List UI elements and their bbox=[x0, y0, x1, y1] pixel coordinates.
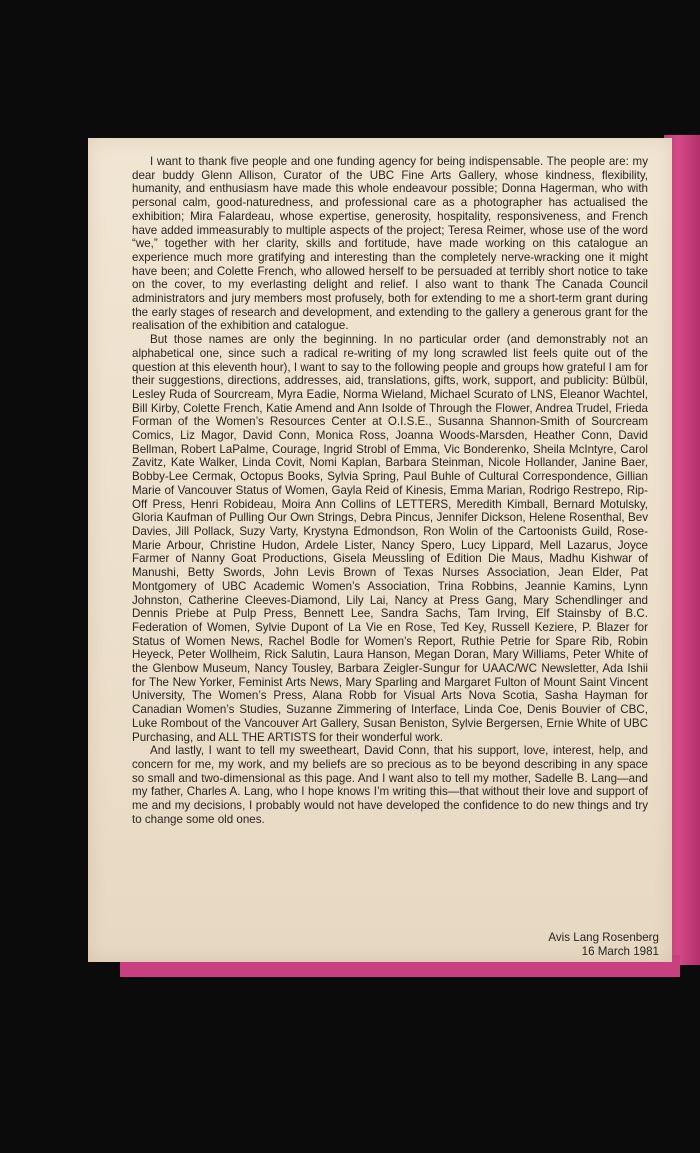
signature-block bbox=[548, 931, 659, 959]
acknowledgements-text bbox=[132, 155, 648, 826]
paragraph-family: And lastly, I want to tell my sweetheart, David Conn, that his support, love, interest, help, and concern for me, my work, and my beliefs are so precious as to be beyond describing in any space so small and two-dimensional as this page. And I want also to tell my mother, Sadelle B. Lang—and my father, Charles A. Lang, who I hope knows I’m writing this—that without their love and support of me and my decisions, I probably would not have developed the confidence to do new things and try to change some old ones. bbox=[132, 744, 648, 826]
book-page bbox=[88, 138, 672, 962]
paragraph-thanks: I want to thank five people and one funding agency for being indispensable. The people are: my dear buddy Glenn Allison, Curator of the UBC Fine Arts Gallery, whose kindness, flexibility, humanity, and enthusiasm have made this whole endeavour possible; Donna Hagerman, who with personal calm, good-naturedness, and professional care as a photographer has actualised the exhibition; Mira Falardeau, whose expertise, generosity, hospitality, responsiveness, and French have added immeasurably to multiple aspects of the project; Teresa Reimer, whose use of the word “we,” together with her clarity, skills and fortitude, have made working on this catalogue an experience much more gratifying and interesting than the completely nerve-wracking one it might have been; and Colette French, who allowed herself to be persuaded at terribly short notice to take on the cover, to my everlasting delight and relief. I also want to thank The Canada Council administrators and jury members most profusely, both for extending to me a short-term grant during the early stages of research and development, and extending to the gallery a generous grant for the realisation of the exhibition and catalogue. bbox=[132, 155, 648, 333]
paragraph-people-list: But those names are only the beginning. In no particular order (and demonstrably not an alphabetical one, since such a radical re-writing of my long scrawled list feels quite out of the question at this eleventh hour), I want to say to the following people and groups how grateful I am for their suggestions, directions, addresses, aid, translations, gifts, work, support, and publicity: Bülbül, Lesley Ruda of Sourcream, Myra Eadie, Norma Wieland, Michael Scurato of LNS, Eleanor Wachtel, Bill Kirby, Colette French, Katie Amend and Ann Isolde of Through the Flower, Andrea Trudel, Frieda Forman of the Women’s Resources Center at O.I.S.E., Susanna Shannon-Smith of Sourcream Comics, Liz Magor, David Conn, Monica Ross, Joanna Woods-Marsden, Heather Conn, David Bellman, Robert LaPalme, Courage, Ingrid Strobl of Emma, Vic Bonderenko, Sheila McIntyre, Carol Zavitz, Kate Walker, Linda Covit, Nomi Kaplan, Barbara Steinman, Nicole Hollander, Janine Baer, Bobby-Lee Cermak, Octopus Books, Sylvia Spring, Paul Buhle of Cultural Correspondence, Gillian Marie of Vancouver Status of Women, Gayla Reid of Kinesis, Emma Marian, Rodrigo Restrepo, Rip-Off Press, Henri Robideau, Moira Ann Collins of LETTERS, Meredith Kimball, Bernard Motulsky, Gloria Kaufman of Pulling Our Own Strings, Debra Pincus, Jennifer Dickson, Helene Rosenthal, Bev Davies, Jill Pollack, Suzy Varty, Krystyna Edmondson, Ron Wolin of the Cartoonists Guild, Rose-Marie Arbour, Christine Hudon, Ardele Lister, Nancy Spero, Lucy Lippard, Mell Lazarus, Joyce Farmer of Nanny Goat Productions, Gisela Meussling of Edition Die Maus, Madhu Kishwar of Manushi, Betty Swords, John Levis Brown of Texas Nurses Association, Jean Elder, Pat Montgomery of UBC Academic Women’s Association, Trina Robbins, Jeannie Kamins, Lynn Johnston, Catherine Cleeves-Diamond, Lily Lai, Nancy at Press Gang, Mary Schendlinger and Dennis Priebe at Pulp Press, Bennett Lee, Sandra Sachs, Tam Irving, Elf Stainsby of B.C. Federation of Women, Sylvie Dupont of La Vie en Rose, Ted Key, Russell Keziere, P. Blazer for Status of Women News, Rachel Bodle for Women’s Report, Ruthie Petrie for Spare Rib, Robin Heyeck, Peter Wollheim, Rick Salutin, Laura Hanson, Megan Doran, Mary Williams, Peter White of the Glenbow Museum, Nancy Tousley, Barbara Zeigler-Sungur for UAAC/WC Newsletter, Ada Ishii for The New Yorker, Feminist Arts News, Mary Sparling and Margaret Fulton of Mount Saint Vincent University, The Women’s Press, Alana Robb for Visual Arts Nova Scotia, Sasha Hayman for Canadian Women’s Studies, Suzanne Zimmering of Interface, Linda Coe, Denis Bouvier of CBC, Luke Rombout of the Vancouver Art Gallery, Susan Beniston, Sylvie Bergersen, Ernie White of UBC Purchasing, and ALL THE ARTISTS for their wonderful work. bbox=[132, 333, 648, 744]
signature-date: 16 March 1981 bbox=[581, 945, 659, 958]
signature-name: Avis Lang Rosenberg bbox=[548, 931, 659, 944]
